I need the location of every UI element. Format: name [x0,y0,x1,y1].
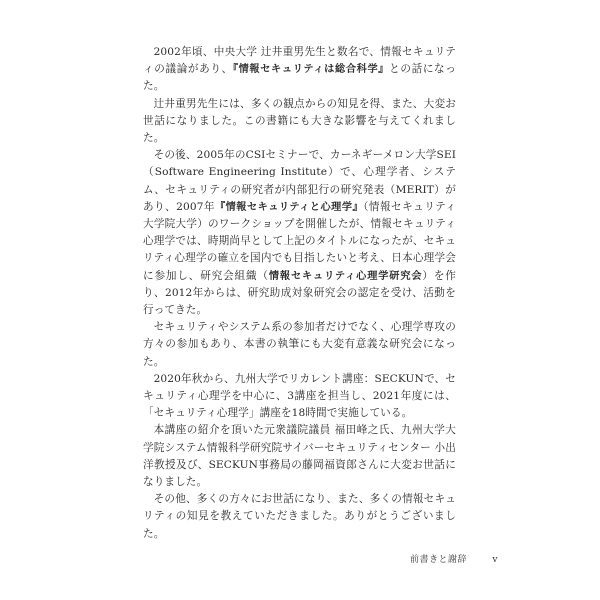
text-run: その他、多くの方々にお世話になり、また、多くの情報セキュリティの知見を教えていただきました。ありがとうございました。 [143,493,456,540]
paragraph [143,96,456,148]
text-run: （情報セキュリティ大学院大学）のワークショップを開催したが、情報セキュリティ心理学では、時期尚早として上記のタイトルになったが、セキュリティ心理学の確立を国内でも目指したいと考え、日本心理学会に参加し、研究会組織（ [143,200,456,282]
preface-body [143,44,456,543]
emphasis-text: 情報セキュリティ心理学研究会 [268,270,423,282]
text-run: 2002年頃、中央大学 辻井重男先生と数名で、情報セキュリティの議論があり、 [143,46,456,76]
text-run: との話になった。 [143,63,456,93]
text-run: 本講座の紹介を頂いた元衆議院議員 福田峰之氏、九州大学大学院システム情報科学研究院サイバーセキュリティセンター 小出洋教授及び、SECKUN事務局の藤岡福資郎さんに大変お世話になりました。 [143,424,456,489]
paragraph [143,491,456,543]
running-footer-title: 前書きと謝辞 [410,555,468,565]
paragraph [143,147,456,319]
page-number: v [492,555,498,565]
text-run: 辻井重男先生には、多くの観点からの知見を得、また、大変お世話になりました。この書籍にも大きな影響を与えてくれました。 [143,97,456,145]
text-run: 2020年秋から、九州大学でリカレント講座：SECKUNで、セキュリティ心理学を中心に、3講座を担当し、2021年度には、「セキュリティ心理学」講座を18時間で実施している。 [143,372,456,420]
paragraph [143,371,456,423]
text-run: セキュリティやシステム系の参加者だけでなく、心理学専攻の方々の参加もあり、本書の執筆にも大変有意義な研究会になった。 [143,321,456,368]
paragraph [143,422,456,491]
page-footer [410,552,498,565]
emphasis-text: 『情報セキュリティと心理学』 [214,201,364,213]
text-run: ）を作り、2012年からは、研究助成対象研究会の認定を受け、活動を行ってきた。 [143,269,456,317]
paragraph [143,44,456,96]
paragraph [143,319,456,371]
emphasis-text: 『情報セキュリティは総合科学』 [232,64,390,76]
text-run: その後、2005年のCSIセミナーで、カーネギーメロン大学SEI（Software Engineering Institute）で、心理学者、システム、セキュリティの研究者が内部犯行の研究発表（MERIT）があり、2007年 [143,149,456,213]
